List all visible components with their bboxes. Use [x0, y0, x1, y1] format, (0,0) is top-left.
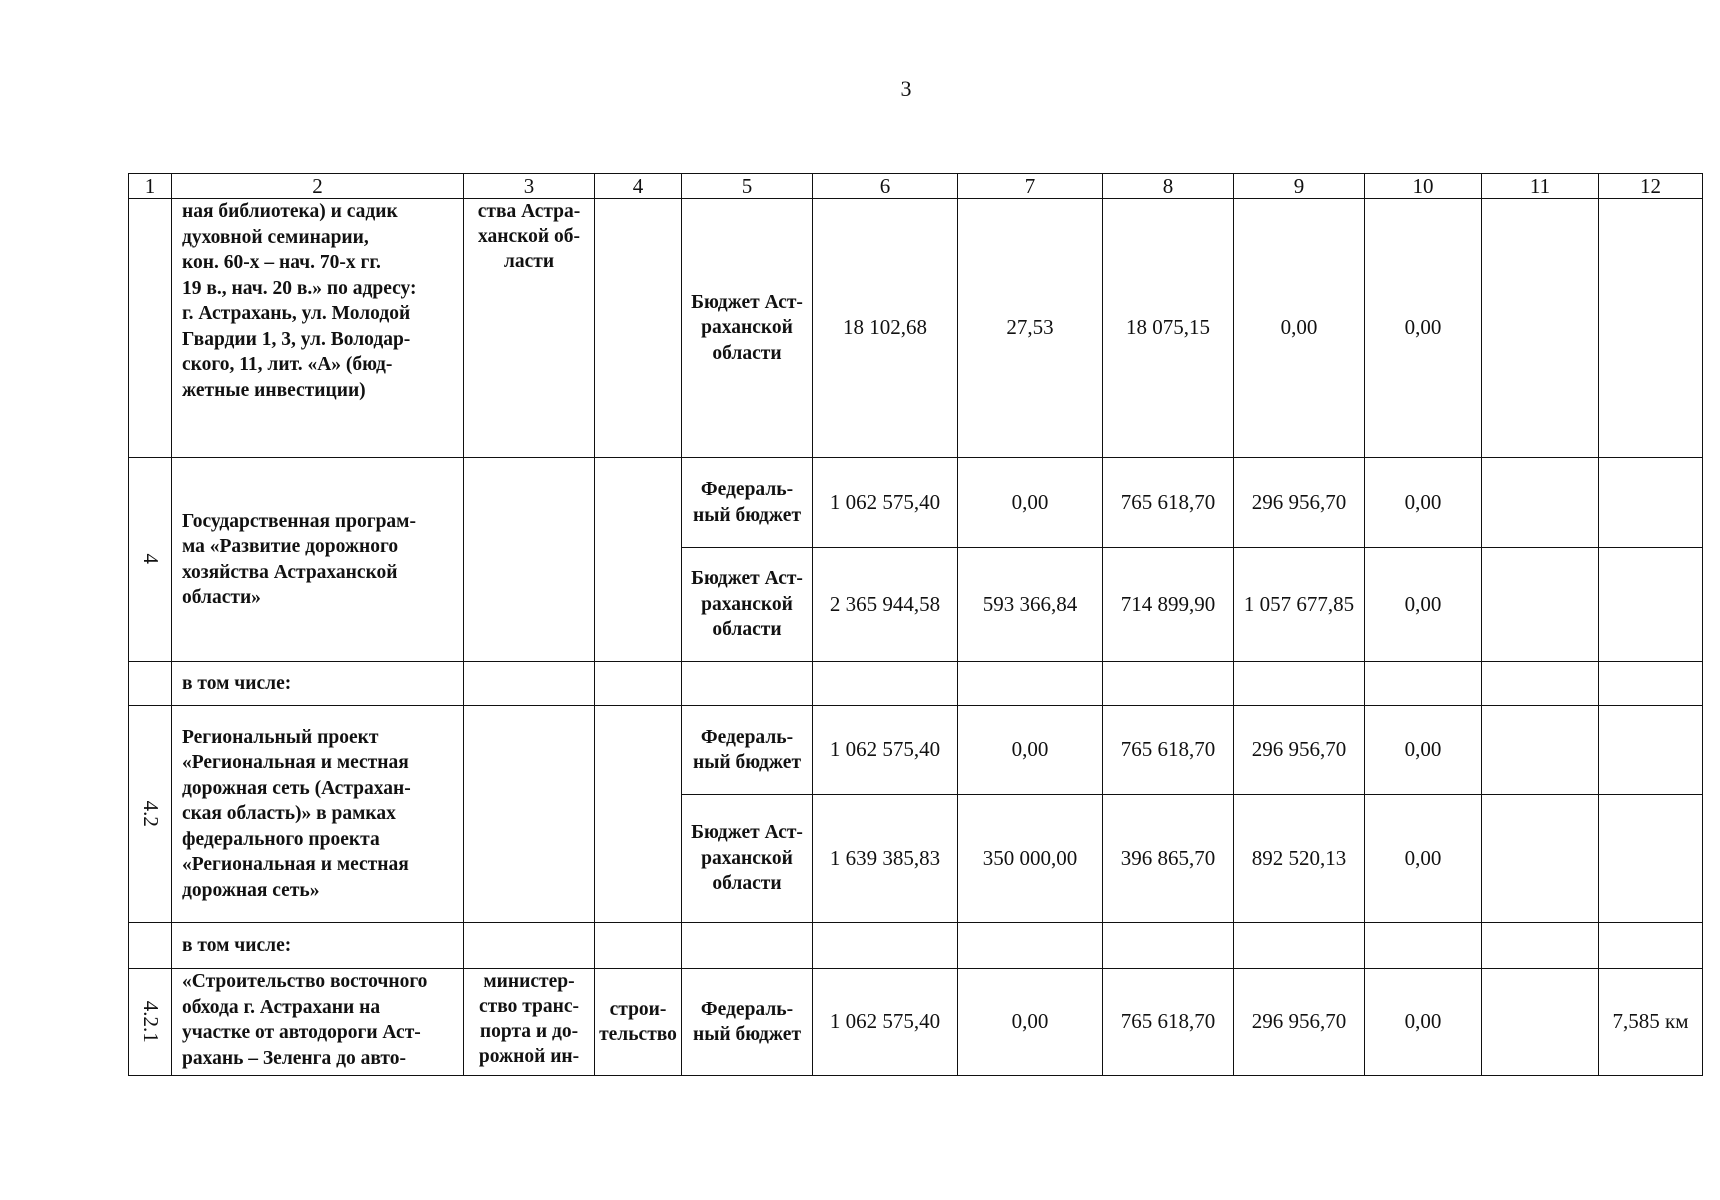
empty-cell — [1482, 706, 1599, 795]
result-value: 7,585 км — [1599, 969, 1703, 1076]
amount-col8: 765 618,70 — [1103, 458, 1234, 548]
budget-table — [128, 173, 1703, 1076]
empty-cell — [1599, 706, 1703, 795]
empty-cell — [1482, 458, 1599, 548]
row-number: 4.2 — [138, 800, 163, 827]
row-number: 4 — [138, 553, 163, 565]
empty-cell — [1482, 923, 1599, 969]
amount-col8: 714 899,90 — [1103, 548, 1234, 662]
executor-cell: ства Астра- ханской об- ласти — [464, 199, 595, 458]
empty-cell — [813, 662, 958, 706]
amount-col10: 0,00 — [1365, 969, 1482, 1076]
item-description: «Строительство восточного обхода г. Астрахани на участке от автодороги Аст- рахань – Зеленга до авто- — [172, 969, 464, 1076]
column-number: 9 — [1234, 174, 1365, 199]
amount-col9: 296 956,70 — [1234, 458, 1365, 548]
empty-cell — [1482, 795, 1599, 923]
amount-total: 2 365 944,58 — [813, 548, 958, 662]
item-description: Региональный проект «Региональная и местная дорожная сеть (Астрахан- ская область)» в рамках федерального проекта «Региональная и местная дорожная сеть» — [172, 706, 464, 923]
work-type-cell — [595, 199, 682, 458]
empty-cell — [682, 923, 813, 969]
empty-cell — [595, 662, 682, 706]
column-number: 10 — [1365, 174, 1482, 199]
empty-cell — [1599, 923, 1703, 969]
empty-cell — [813, 923, 958, 969]
amount-col8: 765 618,70 — [1103, 969, 1234, 1076]
column-number: 12 — [1599, 174, 1703, 199]
funding-source: Федераль- ный бюджет — [682, 706, 813, 795]
funding-source: Федераль- ный бюджет — [682, 969, 813, 1076]
column-number: 5 — [682, 174, 813, 199]
column-number: 7 — [958, 174, 1103, 199]
empty-cell — [464, 662, 595, 706]
column-number-row — [129, 174, 1703, 199]
column-number: 2 — [172, 174, 464, 199]
amount-col9: 892 520,13 — [1234, 795, 1365, 923]
amount-col7: 0,00 — [958, 706, 1103, 795]
empty-cell — [595, 923, 682, 969]
item-description: ная библиотека) и садик духовной семинарии, кон. 60-х – нач. 70-х гг. 19 в., нач. 20 в.» по адресу: г. Астрахань, ул. Молодой Гвардии 1, 3, ул. Володар- ского, 11, лит. «А» (бюд- жетные инвестиции) — [172, 199, 464, 458]
amount-col10: 0,00 — [1365, 199, 1482, 458]
row-number: 4.2.1 — [138, 1000, 163, 1043]
empty-cell — [1599, 662, 1703, 706]
row-number-cell — [129, 706, 172, 923]
funding-source: Бюджет Аст- раханской области — [682, 199, 813, 458]
empty-cell — [1599, 548, 1703, 662]
row-number-cell — [129, 458, 172, 662]
executor-cell — [464, 706, 595, 923]
empty-cell — [1482, 969, 1599, 1076]
amount-total: 1 062 575,40 — [813, 706, 958, 795]
amount-col10: 0,00 — [1365, 795, 1482, 923]
empty-cell — [1482, 548, 1599, 662]
amount-total: 1 062 575,40 — [813, 969, 958, 1076]
executor-cell — [464, 458, 595, 662]
empty-cell — [682, 662, 813, 706]
work-type-cell — [595, 706, 682, 923]
amount-col10: 0,00 — [1365, 548, 1482, 662]
table-row — [129, 969, 1703, 1076]
amount-col9: 296 956,70 — [1234, 706, 1365, 795]
work-type-cell: строи- тельство — [595, 969, 682, 1076]
funding-source: Федераль- ный бюджет — [682, 458, 813, 548]
amount-col7: 593 366,84 — [958, 548, 1103, 662]
column-number: 1 — [129, 174, 172, 199]
work-type-cell — [595, 458, 682, 662]
amount-col7: 350 000,00 — [958, 795, 1103, 923]
executor-cell: министер- ство транс- порта и до- рожной ин- — [464, 969, 595, 1076]
empty-cell — [1103, 923, 1234, 969]
empty-cell — [1103, 662, 1234, 706]
column-number: 11 — [1482, 174, 1599, 199]
amount-total: 1 062 575,40 — [813, 458, 958, 548]
amount-col8: 18 075,15 — [1103, 199, 1234, 458]
table-row-continued — [129, 199, 1703, 458]
table-row — [129, 923, 1703, 969]
empty-cell — [1599, 795, 1703, 923]
empty-cell — [464, 923, 595, 969]
amount-col9: 0,00 — [1234, 199, 1365, 458]
amount-col9: 1 057 677,85 — [1234, 548, 1365, 662]
funding-source: Бюджет Аст- раханской области — [682, 548, 813, 662]
including-label: в том числе: — [172, 662, 464, 706]
column-number: 4 — [595, 174, 682, 199]
empty-cell — [1234, 662, 1365, 706]
empty-cell — [1482, 199, 1599, 458]
empty-cell — [1599, 199, 1703, 458]
amount-col9: 296 956,70 — [1234, 969, 1365, 1076]
table-row — [129, 706, 1703, 795]
row-number-cell — [129, 662, 172, 706]
row-number-cell — [129, 969, 172, 1076]
item-description: Государственная програм- ма «Развитие дорожного хозяйства Астраханской области» — [172, 458, 464, 662]
column-number: 8 — [1103, 174, 1234, 199]
empty-cell — [1234, 923, 1365, 969]
amount-col8: 396 865,70 — [1103, 795, 1234, 923]
funding-source: Бюджет Аст- раханской области — [682, 795, 813, 923]
column-number: 3 — [464, 174, 595, 199]
row-number-cell — [129, 199, 172, 458]
page-number: 3 — [900, 76, 912, 101]
amount-col8: 765 618,70 — [1103, 706, 1234, 795]
empty-cell — [1365, 662, 1482, 706]
table-row — [129, 662, 1703, 706]
empty-cell — [1599, 458, 1703, 548]
amount-col7: 0,00 — [958, 969, 1103, 1076]
row-number-cell — [129, 923, 172, 969]
amount-col7: 27,53 — [958, 199, 1103, 458]
amount-total: 1 639 385,83 — [813, 795, 958, 923]
amount-col7: 0,00 — [958, 458, 1103, 548]
including-label: в том числе: — [172, 923, 464, 969]
column-number: 6 — [813, 174, 958, 199]
empty-cell — [1365, 923, 1482, 969]
amount-col10: 0,00 — [1365, 706, 1482, 795]
amount-col10: 0,00 — [1365, 458, 1482, 548]
empty-cell — [1482, 662, 1599, 706]
empty-cell — [958, 923, 1103, 969]
table-row — [129, 458, 1703, 548]
empty-cell — [958, 662, 1103, 706]
amount-total: 18 102,68 — [813, 199, 958, 458]
